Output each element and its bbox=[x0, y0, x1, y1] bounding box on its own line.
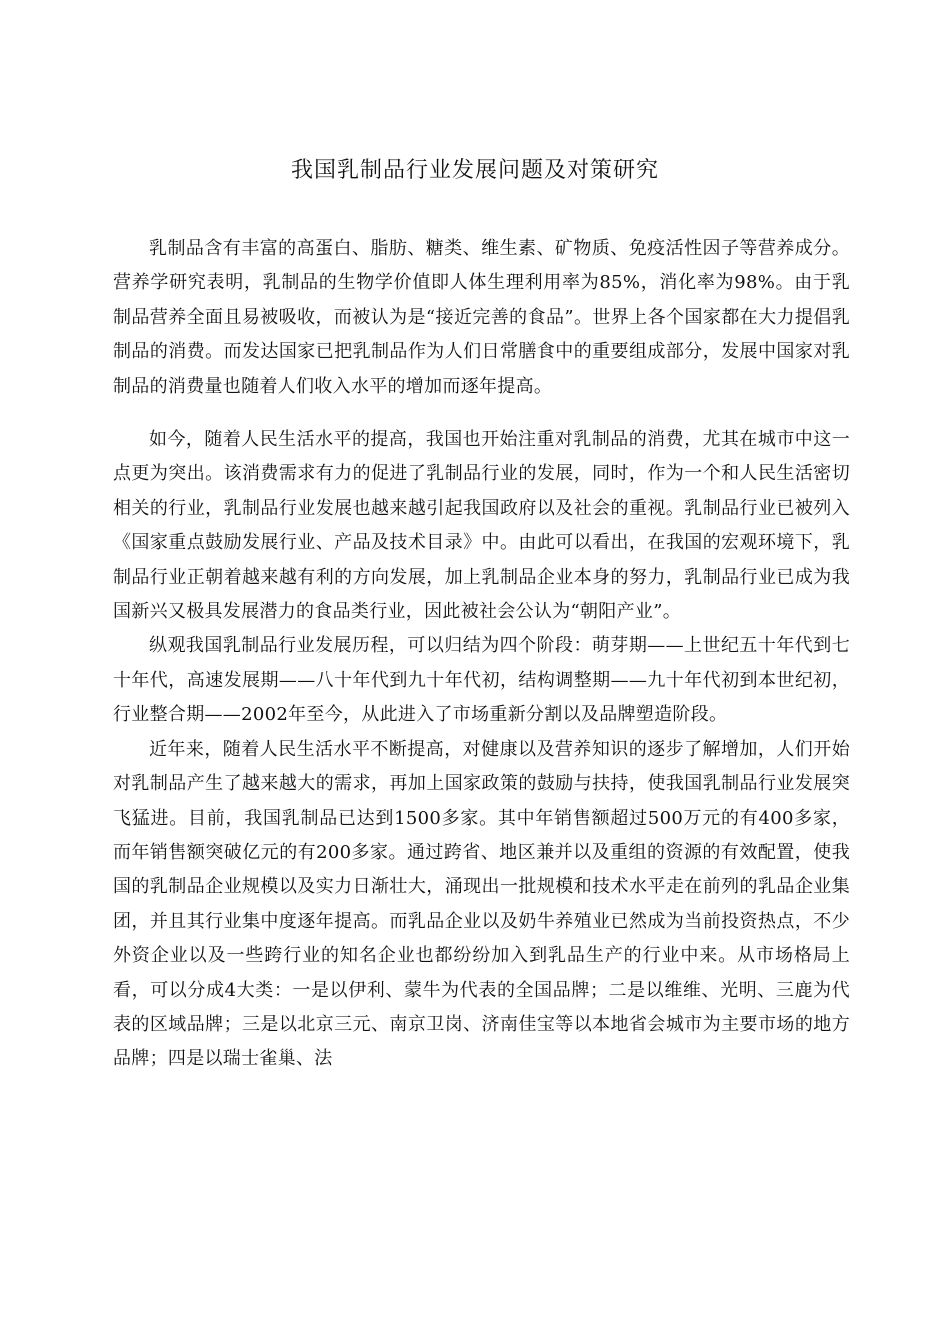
paragraph-1: 乳制品含有丰富的高蛋白、脂肪、糖类、维生素、矿物质、免疫活性因子等营养成分。营养学研究表明，乳制品的生物学价值即人体生理利用率为85%，消化率为98%。由于乳制品营养全面且易被吸收，而被认为是“接近完善的食品”。世界上各个国家都在大力提倡乳制品的消费。而发达国家已把乳制品作为人们日常膳食中的重要组成部分，发展中国家对乳制品的消费量也随着人们收入水平的增加而逐年提高。 bbox=[113, 238, 850, 397]
paragraph-4: 近年来，随着人民生活水平不断提高，对健康以及营养知识的逐步了解增加，人们开始对乳制品产生了越来越大的需求，再加上国家政策的鼓励与扶持，使我国乳制品行业发展突飞猛进。目前，我国乳制品已达到1500多家。其中年销售额超过500万元的有400多家，而年销售额突破亿元的有200多家。通过跨省、地区兼并以及重组的资源的有效配置，使我国的乳制品企业规模以及实力日渐壮大，涌现出一批规模和技术水平走在前列的乳品企业集团，并且其行业集中度逐年提高。而乳品企业以及奶牛养殖业已然成为当前投资热点，不少外资企业以及一些跨行业的知名企业也都纷纷加入到乳品生产的行业中来。从市场格局上看，可以分成4大类：一是以伊利、蒙牛为代表的全国品牌；二是以维维、光明、三鹿为代表的区域品牌；三是以北京三元、南京卫岗、济南佳宝等以本地省会城市为主要市场的地方品牌；四是以瑞士雀巢、法 bbox=[113, 738, 850, 1070]
paragraph-2: 如今，随着人民生活水平的提高，我国也开始注重对乳制品的消费，尤其在城市中这一点更为突出。该消费需求有力的促进了乳制品行业的发展，同时，作为一个和人民生活密切相关的行业，乳制品行业发展也越来越引起我国政府以及社会的重视。乳制品行业已被列入《国家重点鼓励发展行业、产品及技术目录》中。由此可以看出，在我国的宏观环境下，乳制品行业正朝着越来越有利的方向发展，加上乳制品企业本身的努力，乳制品行业已成为我国新兴又极具发展潜力的食品类行业，因此被社会公认为“朝阳产业”。 bbox=[113, 429, 850, 623]
paragraph-3: 纵观我国乳制品行业发展历程，可以归结为四个阶段：萌芽期——上世纪五十年代到七十年代，高速发展期——八十年代到九十年代初，结构调整期——九十年代初到本世纪初，行业整合期——2002年至今，从此进入了市场重新分割以及品牌塑造阶段。 bbox=[113, 635, 850, 726]
document-title: 我国乳制品行业发展问题及对策研究 bbox=[290, 158, 659, 183]
document-body bbox=[113, 232, 850, 1077]
